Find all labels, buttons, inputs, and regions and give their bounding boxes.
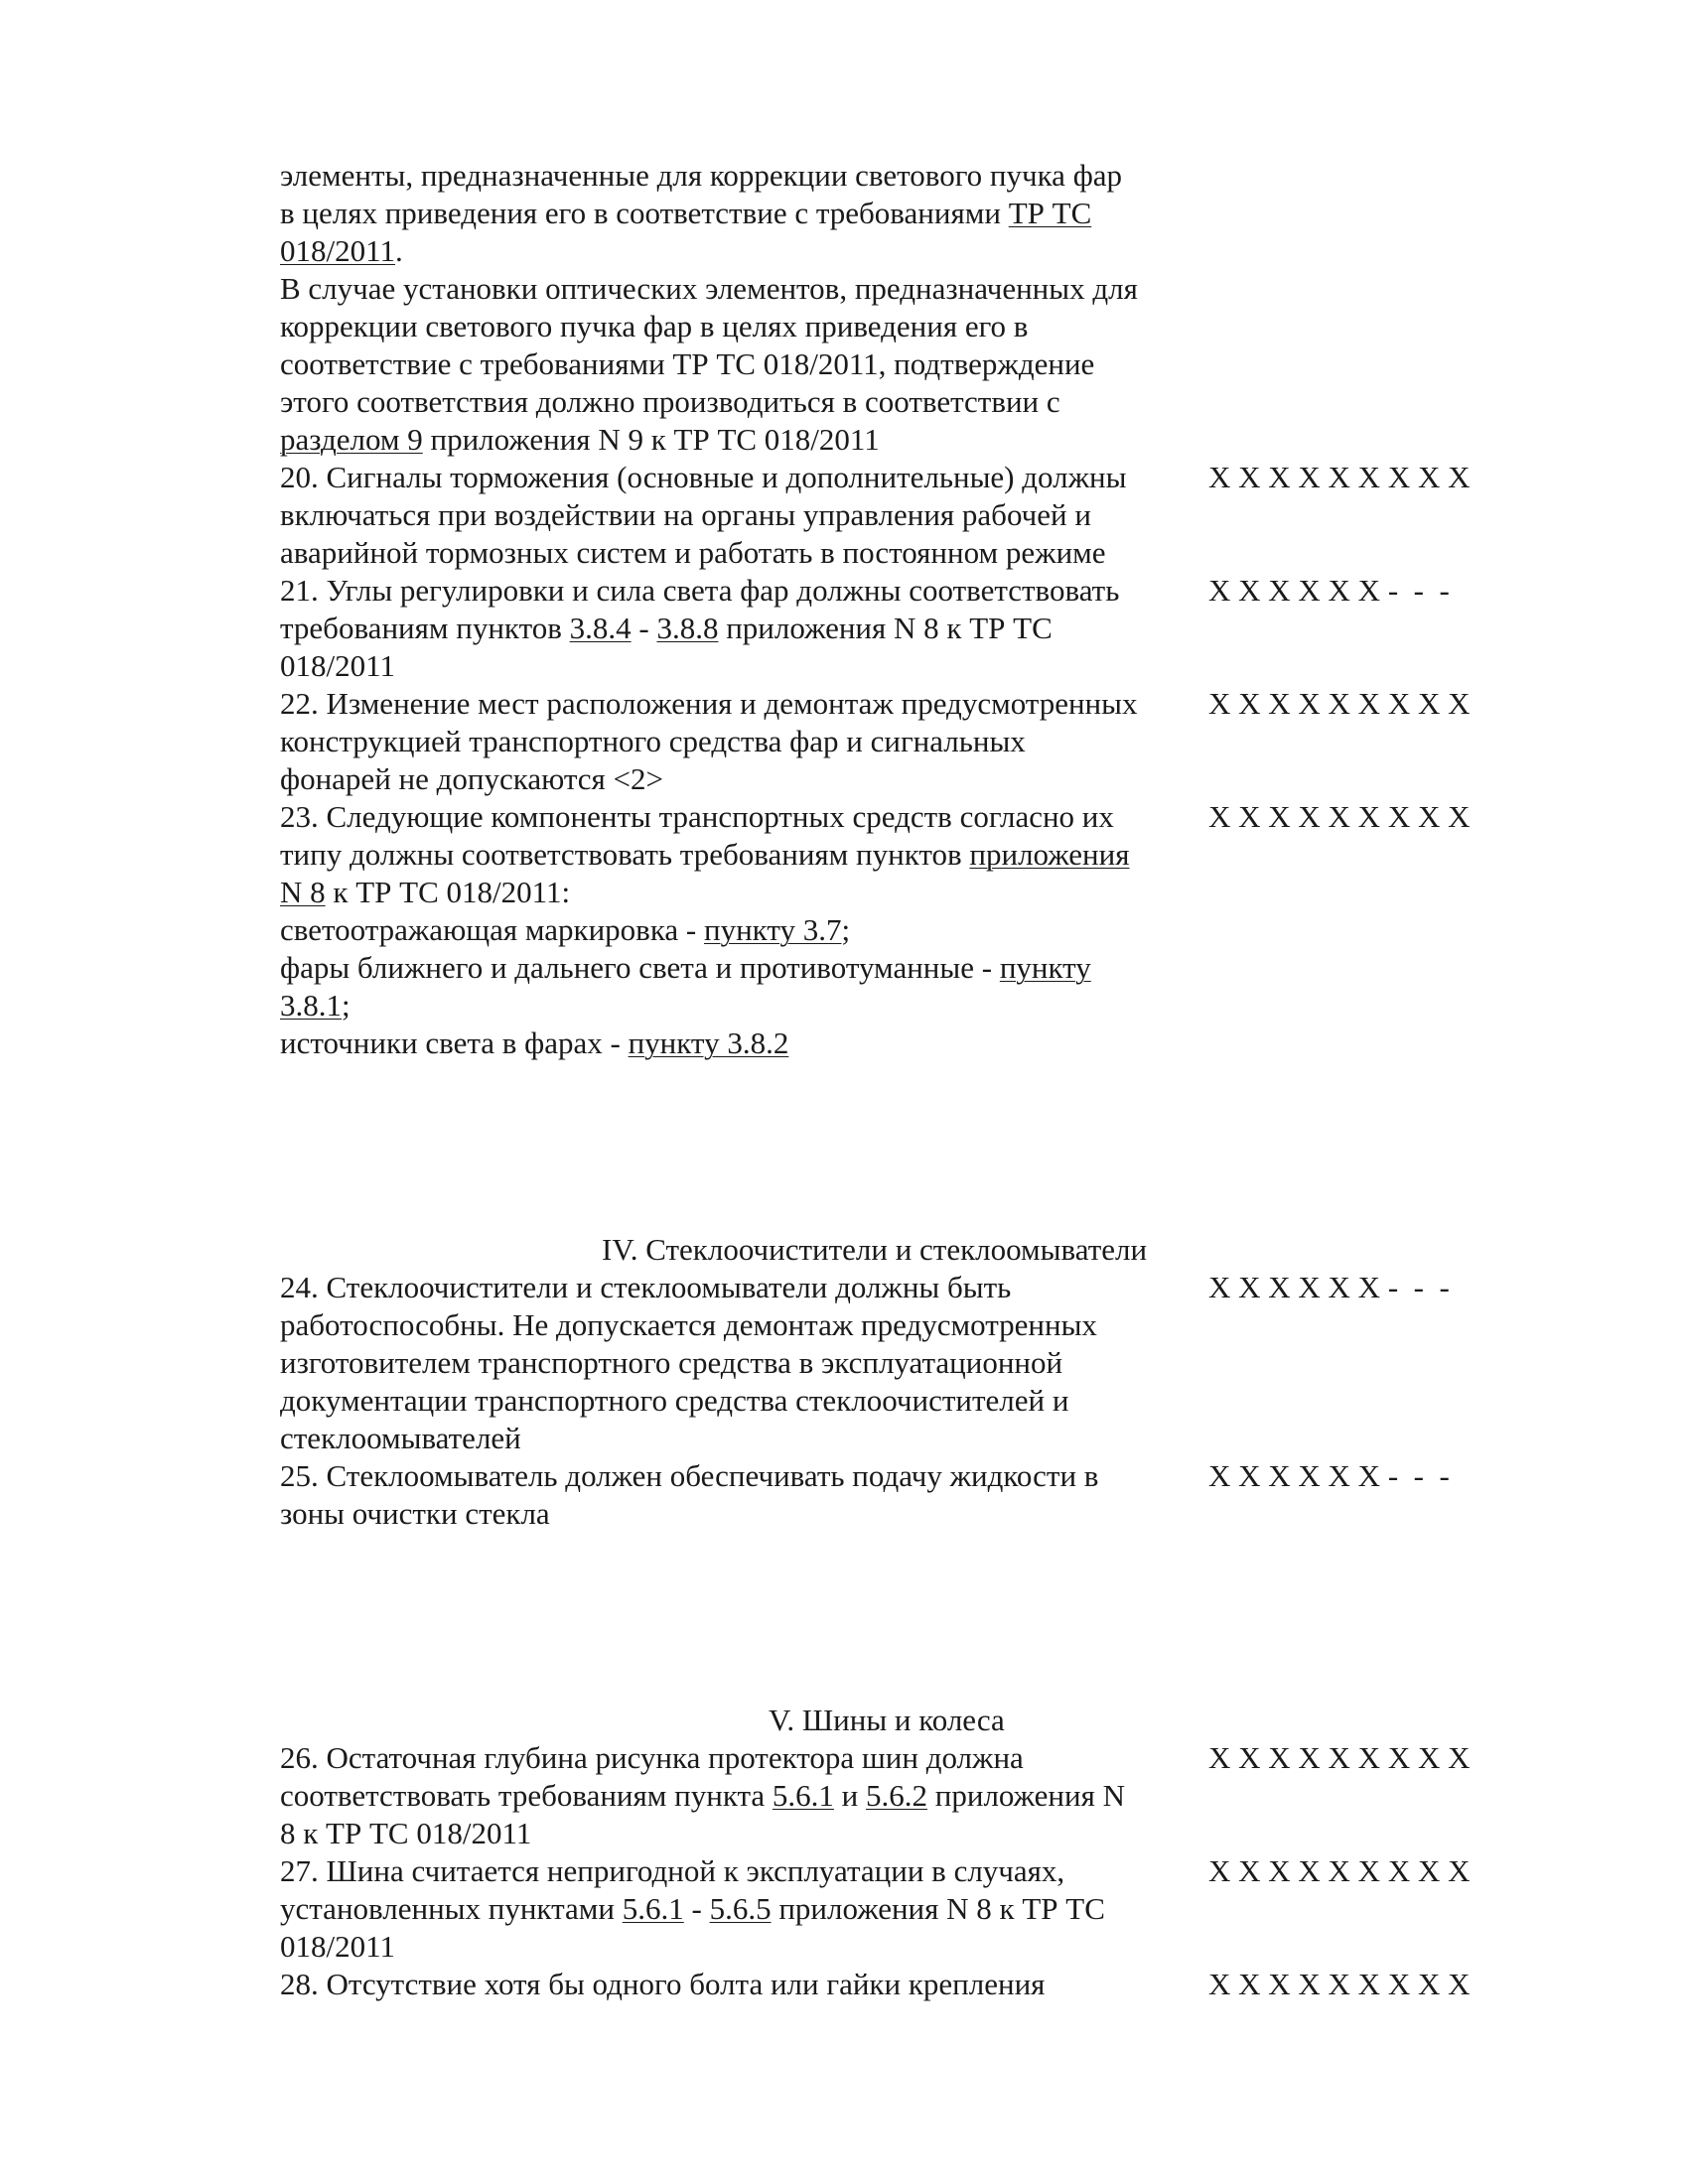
applicability-marks: X X X X X X - - -: [1208, 573, 1450, 608]
text-segment: 27. Шина считается непригодной к эксплуатации в случаях,: [280, 1853, 1065, 1888]
text-segment: 21. Углы регулировки и сила света фар должны соответствовать: [280, 573, 1120, 608]
reference-link[interactable]: 5.6.1: [772, 1778, 834, 1813]
text-line: [280, 987, 1203, 1024]
text-segment: 018/2011: [280, 1929, 395, 1964]
item-26: [280, 1739, 1521, 1852]
text-line: [280, 1966, 1203, 2003]
text-line: [280, 534, 1203, 572]
text-line: [280, 496, 1203, 534]
applicability-marks: X X X X X X X X X: [1208, 686, 1471, 721]
text-segment: приложения N 8 к ТР ТС: [771, 1891, 1105, 1926]
applicability-marks: X X X X X X - - -: [1208, 1458, 1450, 1493]
paragraph-text: [280, 1852, 1203, 1966]
text-line: [280, 647, 1203, 685]
text-segment: соответствовать требованиям пункта: [280, 1778, 773, 1813]
reference-link[interactable]: приложения: [969, 837, 1130, 872]
text-segment: работоспособны. Не допускается демонтаж предусмотренных: [280, 1307, 1097, 1342]
text-segment: аварийной тормозных систем и работать в постоянном режиме: [280, 535, 1106, 570]
section-heading-v: V. Шины и колеса: [769, 1703, 1005, 1737]
text-line: [280, 157, 1203, 195]
text-line: [280, 383, 1203, 421]
item-27: [280, 1852, 1521, 1966]
reference-link[interactable]: ТР ТС: [1008, 196, 1092, 230]
text-line: [280, 572, 1203, 610]
paragraph-text: [280, 798, 1203, 1062]
text-line: [280, 195, 1203, 232]
item-24: [280, 1269, 1521, 1457]
reference-link[interactable]: разделом 9: [280, 422, 423, 457]
text-line: [280, 836, 1203, 874]
text-segment: элементы, предназначенные для коррекции светового пучка фар: [280, 158, 1123, 193]
text-segment: конструкцией транспортного средства фар и сигнальных: [280, 724, 1026, 758]
text-segment: зоны очистки стекла: [280, 1496, 550, 1531]
reference-link[interactable]: 3.8.1: [280, 988, 342, 1023]
reference-link[interactable]: пункту: [999, 950, 1091, 985]
text-segment: изготовителем транспортного средства в эксплуатационной: [280, 1345, 1063, 1380]
text-line: [280, 685, 1203, 723]
text-segment: к ТР ТС 018/2011:: [325, 875, 571, 909]
reference-link[interactable]: пункту 3.7: [704, 912, 842, 947]
text-segment: 24. Стеклоочистители и стеклоомыватели должны быть: [280, 1270, 1012, 1304]
text-line: [280, 345, 1203, 383]
section-heading-iv: IV. Стеклоочистители и стеклоомыватели: [602, 1232, 1148, 1267]
paragraph-text: [280, 685, 1203, 798]
text-segment: 28. Отсутствие хотя бы одного болта или гайки крепления: [280, 1967, 1046, 2001]
text-line: [280, 1269, 1203, 1306]
text-line: [280, 421, 1203, 459]
text-segment: приложения N: [927, 1778, 1125, 1813]
text-segment: документации транспортного средства стеклоочистителей и: [280, 1383, 1069, 1418]
text-line: [280, 1306, 1203, 1344]
paragraph-text: [280, 157, 1203, 459]
text-line: [280, 1815, 1203, 1852]
text-line: [280, 1344, 1203, 1382]
text-line: [280, 1420, 1203, 1457]
text-segment: 22. Изменение мест расположения и демонтаж предусмотренных: [280, 686, 1138, 721]
text-segment: 018/2011: [280, 648, 395, 683]
text-segment: .: [394, 233, 403, 268]
item-21: [280, 572, 1521, 685]
paragraph-text: [280, 572, 1203, 685]
reference-link[interactable]: 3.8.4: [569, 611, 632, 645]
text-line: [280, 874, 1203, 911]
text-segment: в целях приведения его в соответствие с требованиями: [280, 196, 1009, 230]
text-line: [280, 911, 1203, 949]
text-segment: и: [833, 1778, 867, 1813]
text-line: [280, 723, 1203, 760]
reference-link[interactable]: пункту 3.8.2: [628, 1025, 789, 1060]
text-segment: соответствие с требованиями ТР ТС 018/2011, подтверждение: [280, 346, 1095, 381]
text-segment: ;: [841, 912, 851, 947]
text-segment: фонарей не допускаются <2>: [280, 761, 664, 796]
text-line: [280, 1495, 1203, 1533]
text-segment: В случае установки оптических элементов, предназначенных для: [280, 271, 1138, 306]
paragraph-text: [280, 1269, 1203, 1457]
reference-link[interactable]: 5.6.1: [622, 1891, 684, 1926]
item-22: [280, 685, 1521, 798]
text-segment: 20. Сигналы торможения (основные и дополнительные) должны: [280, 460, 1127, 494]
text-line: [280, 1928, 1203, 1966]
text-line: [280, 760, 1203, 798]
text-segment: светоотражающая маркировка -: [280, 912, 704, 947]
item-25: [280, 1457, 1521, 1533]
text-line: [280, 1777, 1203, 1815]
text-segment: коррекции светового пучка фар в целях приведения его в: [280, 309, 1029, 343]
text-segment: включаться при воздействии на органы управления рабочей и: [280, 497, 1091, 532]
text-segment: приложения N 8 к ТР ТС: [718, 611, 1053, 645]
text-line: [280, 308, 1203, 345]
reference-link[interactable]: 5.6.5: [709, 1891, 772, 1926]
text-segment: источники света в фарах -: [280, 1025, 629, 1060]
text-segment: 25. Стеклоомыватель должен обеспечивать подачу жидкости в: [280, 1458, 1099, 1493]
text-segment: этого соответствия должно производиться в соответствии с: [280, 384, 1060, 419]
text-line: [280, 1739, 1203, 1777]
applicability-marks: X X X X X X - - -: [1208, 1270, 1450, 1304]
text-line: [280, 610, 1203, 647]
applicability-marks: X X X X X X X X X: [1208, 1853, 1471, 1888]
text-line: [280, 1024, 1203, 1062]
text-line: [280, 1457, 1203, 1495]
text-segment: требованиям пунктов: [280, 611, 570, 645]
item-28: [280, 1966, 1521, 2003]
text-line: [280, 1890, 1203, 1928]
reference-link[interactable]: N 8: [280, 875, 326, 909]
paragraph-text: [280, 1457, 1203, 1533]
text-segment: 23. Следующие компоненты транспортных средств согласно их: [280, 799, 1114, 834]
text-line: [280, 459, 1203, 496]
applicability-marks: X X X X X X X X X: [1208, 1740, 1471, 1775]
text-segment: приложения N 9 к ТР ТС 018/2011: [422, 422, 880, 457]
text-segment: типу должны соответствовать требованиям пунктов: [280, 837, 970, 872]
text-line: [280, 270, 1203, 308]
reference-link[interactable]: 5.6.2: [866, 1778, 928, 1813]
text-segment: 8 к ТР ТС 018/2011: [280, 1816, 532, 1850]
text-block-continuation: [280, 157, 1521, 459]
text-segment: 26. Остаточная глубина рисунка протектора шин должна: [280, 1740, 1024, 1775]
paragraph-text: [280, 459, 1203, 572]
text-line: [280, 1852, 1203, 1890]
text-segment: -: [683, 1891, 710, 1926]
item-20: [280, 459, 1521, 572]
text-segment: установленных пунктами: [280, 1891, 623, 1926]
text-line: [280, 798, 1203, 836]
text-line: [280, 949, 1203, 987]
paragraph-text: [280, 1966, 1203, 2003]
applicability-marks: X X X X X X X X X: [1208, 799, 1471, 834]
text-line: [280, 1382, 1203, 1420]
text-segment: стеклоомывателей: [280, 1421, 521, 1455]
text-segment: фары ближнего и дальнего света и противотуманные -: [280, 950, 1000, 985]
text-segment: -: [631, 611, 657, 645]
text-segment: ;: [342, 988, 351, 1023]
reference-link[interactable]: 018/2011: [280, 233, 395, 268]
applicability-marks: X X X X X X X X X: [1208, 460, 1471, 494]
applicability-marks: X X X X X X X X X: [1208, 1967, 1471, 2001]
text-line: [280, 232, 1203, 270]
paragraph-text: [280, 1739, 1203, 1852]
reference-link[interactable]: 3.8.8: [656, 611, 719, 645]
item-23: [280, 798, 1521, 1062]
